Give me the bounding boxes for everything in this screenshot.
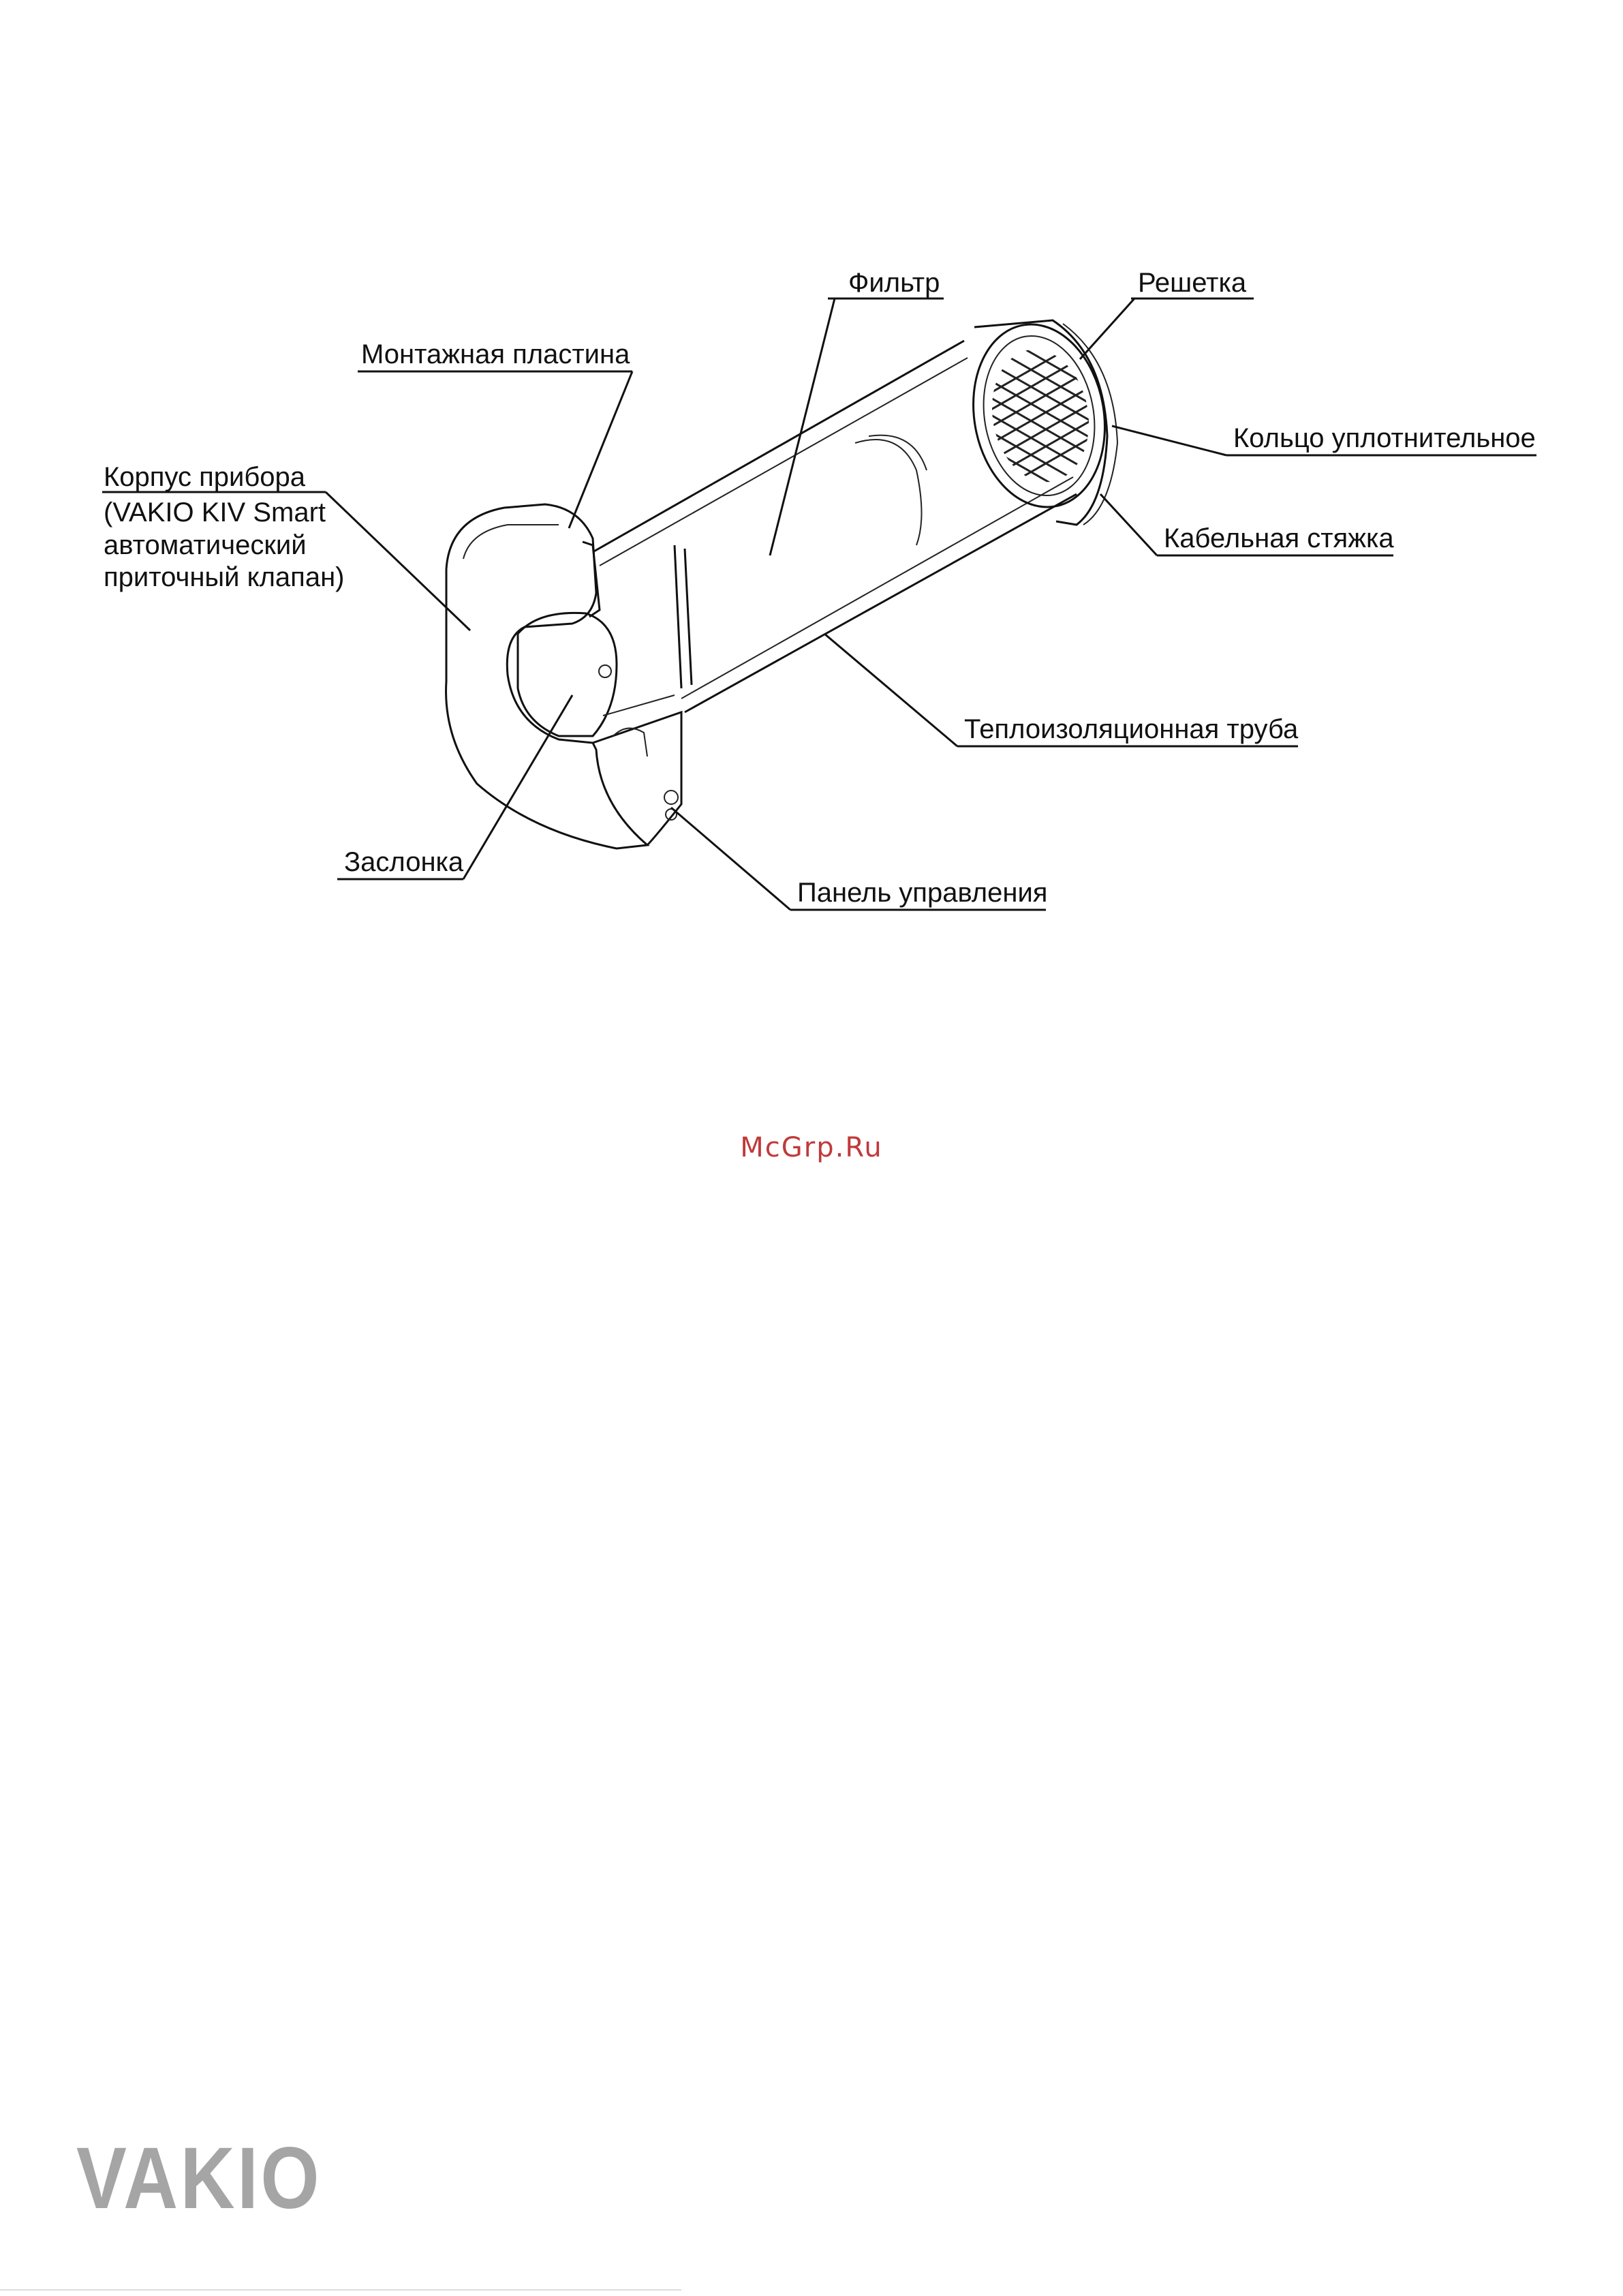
label-seal-ring: Кольцо уплотнительное [1233, 423, 1536, 453]
vakio-logo-text: VAKIO [76, 2130, 322, 2227]
grille-hatch [974, 320, 1117, 521]
device-housing-drawing [446, 504, 681, 848]
label-damper: Заслонка [344, 847, 464, 877]
label-filter: Фильтр [848, 268, 940, 298]
label-housing-line2: (VAKIO KIV Smart [104, 498, 326, 527]
label-grille: Решетка [1138, 268, 1247, 298]
label-housing-line4: приточный клапан) [104, 562, 345, 592]
label-cable-tie: Кабельная стяжка [1164, 523, 1394, 553]
label-control-panel: Панель управления [797, 878, 1048, 908]
label-housing-line1: Корпус прибора [104, 462, 306, 492]
insulation-tube-drawing [593, 314, 1119, 712]
label-housing-line3: автоматический [104, 530, 307, 560]
watermark-text: McGrp.Ru [740, 1132, 883, 1163]
vakio-logo [76, 2130, 322, 2227]
leader-lines [102, 299, 1536, 910]
label-mounting-plate: Монтажная пластина [361, 339, 630, 369]
label-insulation-tube: Теплоизоляционная труба [964, 714, 1299, 744]
